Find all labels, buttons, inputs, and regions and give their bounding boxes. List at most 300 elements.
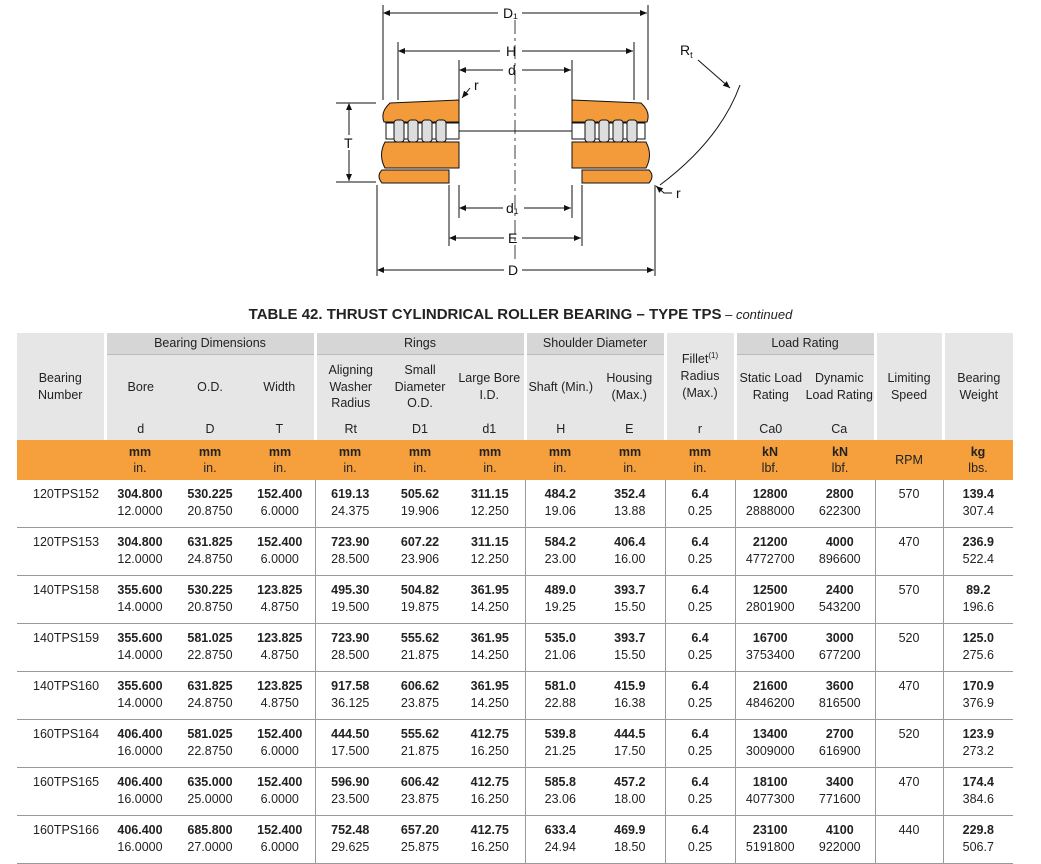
header-bearing-number: Bearing Number — [17, 333, 105, 440]
value-metric: 917.58 — [331, 679, 370, 693]
value-imperial: 4.8750 — [260, 599, 299, 614]
unit-secondary: in. — [203, 461, 217, 475]
cell-d1c_mm — [385, 528, 455, 576]
value-metric: 631.825 — [187, 535, 233, 549]
value-imperial: 23.00 — [544, 551, 576, 566]
cell-bore_mm — [105, 816, 175, 864]
cell-od_mm — [175, 528, 245, 576]
units-cell — [175, 440, 245, 480]
cell-static_kn — [735, 816, 805, 864]
value-imperial: 15.50 — [614, 599, 646, 614]
bearing-number-cell: 140TPS158 — [17, 576, 105, 624]
bearing-diagram-svg — [0, 0, 1041, 300]
cell-width_mm — [245, 528, 315, 576]
value-imperial: 12.0000 — [117, 503, 163, 518]
value-metric: 723.90 — [331, 631, 370, 645]
cell-bore_mm — [105, 624, 175, 672]
sym-H: H — [525, 419, 595, 440]
value-imperial: 522.4 — [962, 551, 994, 566]
units-cell — [943, 440, 1013, 480]
table-row — [17, 816, 1013, 864]
value-metric: 139.4 — [962, 487, 994, 501]
value-imperial: 21.875 — [400, 743, 440, 758]
cell-h_mm — [525, 576, 595, 624]
cell-speed: 520 — [875, 720, 943, 768]
cell-e_mm — [595, 768, 665, 816]
value-metric: 393.7 — [614, 631, 646, 645]
value-metric: 555.62 — [400, 631, 440, 645]
header-small-diameter-od: Small Diameter O.D. — [385, 355, 455, 420]
cell-kg — [943, 720, 1013, 768]
header-bore: Bore — [105, 355, 175, 420]
value-metric: 13400 — [752, 727, 788, 741]
cell-d1_mm — [455, 480, 525, 528]
value-imperial: 17.500 — [331, 743, 370, 758]
value-metric: 633.4 — [544, 823, 576, 837]
value-imperial: 12.250 — [470, 503, 509, 518]
units-cell — [105, 440, 175, 480]
cell-h_mm — [525, 816, 595, 864]
cell-r_mm — [665, 480, 735, 528]
value-metric: 484.2 — [544, 487, 576, 501]
header-fillet — [665, 333, 735, 419]
cell-r_mm — [665, 768, 735, 816]
value-imperial: 16.38 — [614, 695, 646, 710]
unit-primary: mm — [128, 444, 152, 459]
value-metric: 89.2 — [966, 583, 991, 597]
cell-speed: 470 — [875, 672, 943, 720]
header-dynamic-load-rating: Dynamic Load Rating — [805, 355, 875, 420]
value-metric: 18100 — [752, 775, 788, 789]
cell-bore_mm — [105, 528, 175, 576]
value-metric: 2400 — [825, 583, 854, 597]
unit-primary: mm — [268, 444, 292, 459]
unit-primary: mm — [338, 444, 362, 459]
cell-od_mm — [175, 672, 245, 720]
value-imperial: 23.06 — [544, 791, 576, 806]
value-imperial: 22.88 — [544, 695, 576, 710]
table-row — [17, 576, 1013, 624]
units-cell — [595, 440, 665, 480]
value-imperial: 16.0000 — [117, 791, 163, 806]
value-imperial: 2801900 — [745, 599, 795, 614]
cell-rt_mm — [315, 624, 385, 672]
sym-d1: d1 — [455, 419, 525, 440]
sym-d: d — [105, 419, 175, 440]
cell-d1_mm — [455, 576, 525, 624]
cell-rt_mm — [315, 672, 385, 720]
cell-width_mm — [245, 816, 315, 864]
value-imperial: 3009000 — [745, 743, 795, 758]
units-cell — [455, 440, 525, 480]
units-cell — [665, 440, 735, 480]
value-metric: 412.75 — [470, 823, 509, 837]
unit-primary: mm — [478, 444, 502, 459]
sym-r: r — [665, 419, 735, 440]
unit-primary: mm — [198, 444, 222, 459]
table-row — [17, 480, 1013, 528]
value-imperial: 23.906 — [400, 551, 440, 566]
value-metric: 311.15 — [470, 535, 509, 549]
value-metric: 23100 — [752, 823, 788, 837]
cell-od_mm — [175, 720, 245, 768]
value-imperial: 19.06 — [544, 503, 576, 518]
label-r-bottom: r — [676, 185, 681, 201]
table-row — [17, 672, 1013, 720]
cell-d1c_mm — [385, 720, 455, 768]
value-imperial: 23.875 — [400, 695, 440, 710]
value-metric: 6.4 — [691, 487, 709, 501]
value-metric: 6.4 — [691, 727, 709, 741]
value-metric: 352.4 — [614, 487, 646, 501]
value-imperial: 36.125 — [331, 695, 370, 710]
value-metric: 4100 — [825, 823, 854, 837]
unit-primary: mm — [688, 444, 712, 459]
value-imperial: 3753400 — [745, 647, 795, 662]
cell-kg — [943, 576, 1013, 624]
cell-speed: 570 — [875, 480, 943, 528]
label-Rt-sub: t — [690, 50, 693, 60]
group-rings: Rings — [315, 333, 525, 355]
value-metric: 585.8 — [544, 775, 576, 789]
value-metric: 631.825 — [187, 679, 233, 693]
sym-Ca0: Ca0 — [735, 419, 805, 440]
label-D: D — [508, 262, 519, 278]
unit-primary: mm — [408, 444, 432, 459]
cell-od_mm — [175, 768, 245, 816]
unit-secondary: in. — [623, 461, 637, 475]
cell-d1c_mm — [385, 768, 455, 816]
value-imperial: 12.0000 — [117, 551, 163, 566]
value-imperial: 677200 — [818, 647, 861, 662]
header-large-bore-id: Large Bore I.D. — [455, 355, 525, 420]
table-row — [17, 768, 1013, 816]
value-metric: 752.48 — [331, 823, 370, 837]
value-metric: 152.400 — [257, 727, 303, 741]
value-imperial: 6.0000 — [260, 791, 299, 806]
label-d: d — [508, 62, 516, 78]
value-imperial: 13.88 — [614, 503, 646, 518]
bearing-cross-section-diagram — [0, 0, 1041, 300]
value-metric: 3600 — [825, 679, 854, 693]
value-imperial: 14.0000 — [117, 647, 163, 662]
cell-bore_mm — [105, 480, 175, 528]
value-imperial: 4846200 — [745, 695, 795, 710]
value-imperial: 922000 — [818, 839, 861, 854]
value-imperial: 22.8750 — [187, 647, 233, 662]
value-metric: 606.42 — [400, 775, 440, 789]
unit-secondary: in. — [343, 461, 357, 475]
value-imperial: 16.250 — [470, 839, 509, 854]
table-title-main: TABLE 42. THRUST CYLINDRICAL ROLLER BEARING – TYPE TPS — [248, 306, 722, 323]
value-metric: 174.4 — [962, 775, 994, 789]
value-imperial: 19.906 — [400, 503, 440, 518]
value-metric: 3000 — [825, 631, 854, 645]
cell-bore_mm — [105, 576, 175, 624]
label-T: T — [344, 135, 353, 151]
value-metric: 535.0 — [544, 631, 576, 645]
sym-Rt: Rt — [315, 419, 385, 440]
value-imperial: 16.250 — [470, 743, 509, 758]
value-imperial: 0.25 — [687, 839, 713, 854]
value-imperial: 384.6 — [962, 791, 994, 806]
cell-r_mm — [665, 624, 735, 672]
value-metric: 152.400 — [257, 535, 303, 549]
value-metric: 6.4 — [691, 535, 709, 549]
label-r-top: r — [474, 77, 479, 93]
bearing-number-cell: 160TPS164 — [17, 720, 105, 768]
unit-primary: mm — [548, 444, 572, 459]
cell-speed: 470 — [875, 528, 943, 576]
cell-dyn_kn — [805, 624, 875, 672]
value-metric: 304.800 — [117, 535, 163, 549]
cell-h_mm — [525, 480, 595, 528]
value-imperial: 19.875 — [400, 599, 440, 614]
bearing-number-cell: 120TPS152 — [17, 480, 105, 528]
value-imperial: 4.8750 — [260, 647, 299, 662]
units-cell — [315, 440, 385, 480]
cell-static_kn — [735, 672, 805, 720]
value-imperial: 21.875 — [400, 647, 440, 662]
value-metric: 685.800 — [187, 823, 233, 837]
value-imperial: 16.250 — [470, 791, 509, 806]
sym-T: T — [245, 419, 315, 440]
value-imperial: 0.25 — [687, 743, 713, 758]
value-metric: 12500 — [752, 583, 788, 597]
value-imperial: 771600 — [818, 791, 861, 806]
value-metric: 606.62 — [400, 679, 440, 693]
unit-secondary: in. — [553, 461, 567, 475]
value-imperial: 20.8750 — [187, 599, 233, 614]
value-metric: 495.30 — [331, 583, 370, 597]
unit-secondary: in. — [693, 461, 707, 475]
cell-d1_mm — [455, 720, 525, 768]
value-metric: 581.025 — [187, 631, 233, 645]
cell-d1_mm — [455, 528, 525, 576]
sym-E: E — [595, 419, 665, 440]
cell-h_mm — [525, 720, 595, 768]
cell-static_kn — [735, 480, 805, 528]
value-metric: 229.8 — [962, 823, 994, 837]
header-housing-max: Housing (Max.) — [595, 355, 665, 420]
value-metric: 16700 — [752, 631, 788, 645]
cell-rt_mm — [315, 720, 385, 768]
value-metric: 723.90 — [331, 535, 370, 549]
value-imperial: 6.0000 — [260, 551, 299, 566]
cell-dyn_kn — [805, 672, 875, 720]
value-imperial: 12.250 — [470, 551, 509, 566]
value-metric: 657.20 — [400, 823, 440, 837]
value-metric: 607.22 — [400, 535, 440, 549]
value-metric: 469.9 — [614, 823, 646, 837]
unit-secondary: lbs. — [968, 461, 988, 475]
value-imperial: 0.25 — [687, 647, 713, 662]
cell-kg — [943, 816, 1013, 864]
cell-d1c_mm — [385, 816, 455, 864]
header-fillet-rest: Radius (Max.) — [680, 368, 720, 400]
value-metric: 123.825 — [257, 679, 303, 693]
cell-h_mm — [525, 768, 595, 816]
value-metric: 152.400 — [257, 487, 303, 501]
value-imperial: 28.500 — [331, 647, 370, 662]
value-imperial: 5191800 — [745, 839, 795, 854]
cell-h_mm — [525, 528, 595, 576]
cell-width_mm — [245, 624, 315, 672]
bearing-number-cell: 160TPS165 — [17, 768, 105, 816]
cell-bore_mm — [105, 768, 175, 816]
value-imperial: 622300 — [818, 503, 861, 518]
value-imperial: 4772700 — [745, 551, 795, 566]
cell-d1_mm — [455, 768, 525, 816]
value-imperial: 0.25 — [687, 695, 713, 710]
value-imperial: 816500 — [818, 695, 861, 710]
cell-d1_mm — [455, 624, 525, 672]
value-imperial: 4.8750 — [260, 695, 299, 710]
value-imperial: 6.0000 — [260, 503, 299, 518]
cell-e_mm — [595, 816, 665, 864]
cell-bore_mm — [105, 672, 175, 720]
cell-od_mm — [175, 576, 245, 624]
value-imperial: 14.250 — [470, 599, 509, 614]
cell-e_mm — [595, 480, 665, 528]
value-imperial: 6.0000 — [260, 743, 299, 758]
cell-od_mm — [175, 480, 245, 528]
label-H: H — [506, 43, 517, 59]
value-imperial: 20.8750 — [187, 503, 233, 518]
value-metric: 505.62 — [400, 487, 440, 501]
cell-h_mm — [525, 624, 595, 672]
value-metric: 406.400 — [117, 727, 163, 741]
value-metric: 2700 — [825, 727, 854, 741]
header-fillet-label: Fillet — [681, 351, 709, 366]
value-imperial: 0.25 — [687, 791, 713, 806]
value-metric: 125.0 — [962, 631, 994, 645]
table-row — [17, 720, 1013, 768]
value-imperial: 15.50 — [614, 647, 646, 662]
value-metric: 304.800 — [117, 487, 163, 501]
value-metric: 361.95 — [470, 679, 509, 693]
cell-r_mm — [665, 816, 735, 864]
value-imperial: 14.0000 — [117, 695, 163, 710]
group-bearing-dimensions: Bearing Dimensions — [105, 333, 315, 355]
cell-dyn_kn — [805, 528, 875, 576]
units-cell — [735, 440, 805, 480]
cell-kg — [943, 528, 1013, 576]
unit-secondary: lbf. — [761, 461, 779, 475]
bearing-number-cell: 160TPS166 — [17, 816, 105, 864]
value-imperial: 29.625 — [331, 839, 370, 854]
value-imperial: 25.875 — [400, 839, 440, 854]
value-metric: 361.95 — [470, 583, 509, 597]
value-imperial: 506.7 — [962, 839, 994, 854]
value-metric: 489.0 — [544, 583, 576, 597]
value-imperial: 0.25 — [687, 599, 713, 614]
bearing-number-cell: 140TPS159 — [17, 624, 105, 672]
value-metric: 123.825 — [257, 583, 303, 597]
units-row — [17, 440, 1013, 480]
value-imperial: 273.2 — [962, 743, 994, 758]
value-imperial: 21.06 — [544, 647, 576, 662]
cell-d1c_mm — [385, 480, 455, 528]
value-imperial: 18.50 — [614, 839, 646, 854]
value-metric: 6.4 — [691, 631, 709, 645]
unit-primary: kg — [970, 444, 986, 459]
bearing-table — [17, 333, 1013, 864]
value-metric: 581.025 — [187, 727, 233, 741]
value-imperial: 6.0000 — [260, 839, 299, 854]
value-imperial: 27.0000 — [187, 839, 233, 854]
header-bearing-weight: Bearing Weight — [943, 333, 1013, 440]
value-metric: 635.000 — [187, 775, 233, 789]
header-width: Width — [245, 355, 315, 420]
label-Rt — [680, 42, 693, 60]
value-metric: 415.9 — [614, 679, 646, 693]
units-cell — [385, 440, 455, 480]
value-imperial: 21.25 — [544, 743, 576, 758]
cell-d1_mm — [455, 816, 525, 864]
value-imperial: 376.9 — [962, 695, 994, 710]
value-metric: 406.400 — [117, 823, 163, 837]
cell-dyn_kn — [805, 816, 875, 864]
value-metric: 412.75 — [470, 775, 509, 789]
value-imperial: 16.00 — [614, 551, 646, 566]
cell-width_mm — [245, 672, 315, 720]
cell-rt_mm — [315, 480, 385, 528]
units-blank — [17, 440, 105, 480]
cell-bore_mm — [105, 720, 175, 768]
value-metric: 530.225 — [187, 487, 233, 501]
value-metric: 3400 — [825, 775, 854, 789]
value-metric: 504.82 — [400, 583, 440, 597]
cell-static_kn — [735, 720, 805, 768]
cell-e_mm — [595, 624, 665, 672]
cell-d1c_mm — [385, 576, 455, 624]
cell-kg — [943, 768, 1013, 816]
unit-primary: kN — [832, 444, 849, 459]
header-static-load-rating: Static Load Rating — [735, 355, 805, 420]
units-rpm: RPM — [875, 440, 943, 480]
cell-od_mm — [175, 624, 245, 672]
table-row — [17, 528, 1013, 576]
value-metric: 4000 — [825, 535, 854, 549]
cell-dyn_kn — [805, 576, 875, 624]
label-D1: D₁ — [503, 5, 518, 21]
value-imperial: 2888000 — [745, 503, 795, 518]
cell-r_mm — [665, 528, 735, 576]
units-cell — [245, 440, 315, 480]
cell-speed: 570 — [875, 576, 943, 624]
value-metric: 21200 — [752, 535, 788, 549]
cell-dyn_kn — [805, 480, 875, 528]
unit-secondary: lbf. — [831, 461, 849, 475]
bearing-number-cell: 120TPS153 — [17, 528, 105, 576]
value-imperial: 16.0000 — [117, 839, 163, 854]
value-metric: 539.8 — [544, 727, 576, 741]
value-imperial: 28.500 — [331, 551, 370, 566]
value-metric: 406.400 — [117, 775, 163, 789]
table-title-suffix: – continued — [721, 307, 793, 322]
cell-dyn_kn — [805, 720, 875, 768]
value-imperial: 14.250 — [470, 695, 509, 710]
value-metric: 6.4 — [691, 583, 709, 597]
bearing-number-cell: 140TPS160 — [17, 672, 105, 720]
value-imperial: 24.375 — [331, 503, 370, 518]
label-d1: d₁ — [506, 200, 519, 216]
value-imperial: 14.250 — [470, 647, 509, 662]
cell-h_mm — [525, 672, 595, 720]
cell-width_mm — [245, 576, 315, 624]
cell-speed: 440 — [875, 816, 943, 864]
